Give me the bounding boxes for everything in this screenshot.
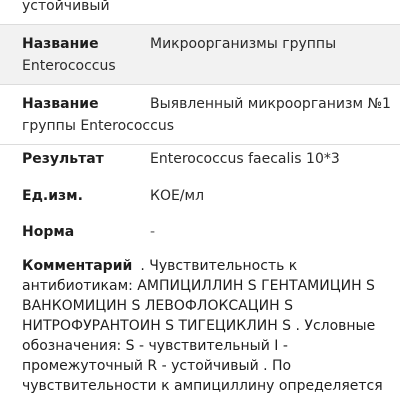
- comment-text: . Чувствительность к: [140, 258, 298, 274]
- row-value-continuation: Enterococcus: [22, 58, 116, 74]
- comment-label: Комментарий: [22, 258, 133, 274]
- row-label: Результат: [22, 151, 104, 167]
- result-row-norm: [0, 218, 400, 248]
- row-value: -: [150, 224, 156, 240]
- result-row-name-1: [0, 25, 400, 84]
- row-value: КОЕ/мл: [150, 188, 205, 204]
- comment-text: НИТРОФУРАНТОИН S ТИГЕЦИКЛИН S . Условные: [22, 318, 376, 334]
- row-value: Микроорганизмы группы: [150, 36, 337, 52]
- row-value: Выявленный микроорганизм №1: [150, 96, 391, 112]
- comment-text: ВАНКОМИЦИН S ЛЕВОФЛОКСАЦИН S: [22, 298, 293, 314]
- row-value-continuation: группы Enterococcus: [22, 118, 174, 134]
- row-label: Название: [22, 36, 99, 52]
- row-label: Название: [22, 96, 99, 112]
- previous-entry-text: устойчивый: [22, 0, 110, 14]
- comment-block: [22, 256, 384, 396]
- comment-text: промежуточный R - устойчивый . По: [22, 358, 292, 374]
- row-label: Ед.изм.: [22, 188, 83, 204]
- result-row-unit: [0, 182, 400, 212]
- row-value: Enterococcus faecalis 10*3: [150, 151, 340, 167]
- result-row-name-2: [0, 85, 400, 144]
- comment-text: чувствительности к ампициллину определяется: [22, 378, 383, 394]
- previous-entry-fragment: [0, 0, 400, 24]
- comment-text: антибиотикам: АМПИЦИЛЛИН S ГЕНТАМИЦИН S: [22, 278, 375, 294]
- comment-text: обозначения: S - чувствительный I -: [22, 338, 288, 354]
- row-label: Норма: [22, 224, 75, 240]
- result-row-result: [0, 145, 400, 175]
